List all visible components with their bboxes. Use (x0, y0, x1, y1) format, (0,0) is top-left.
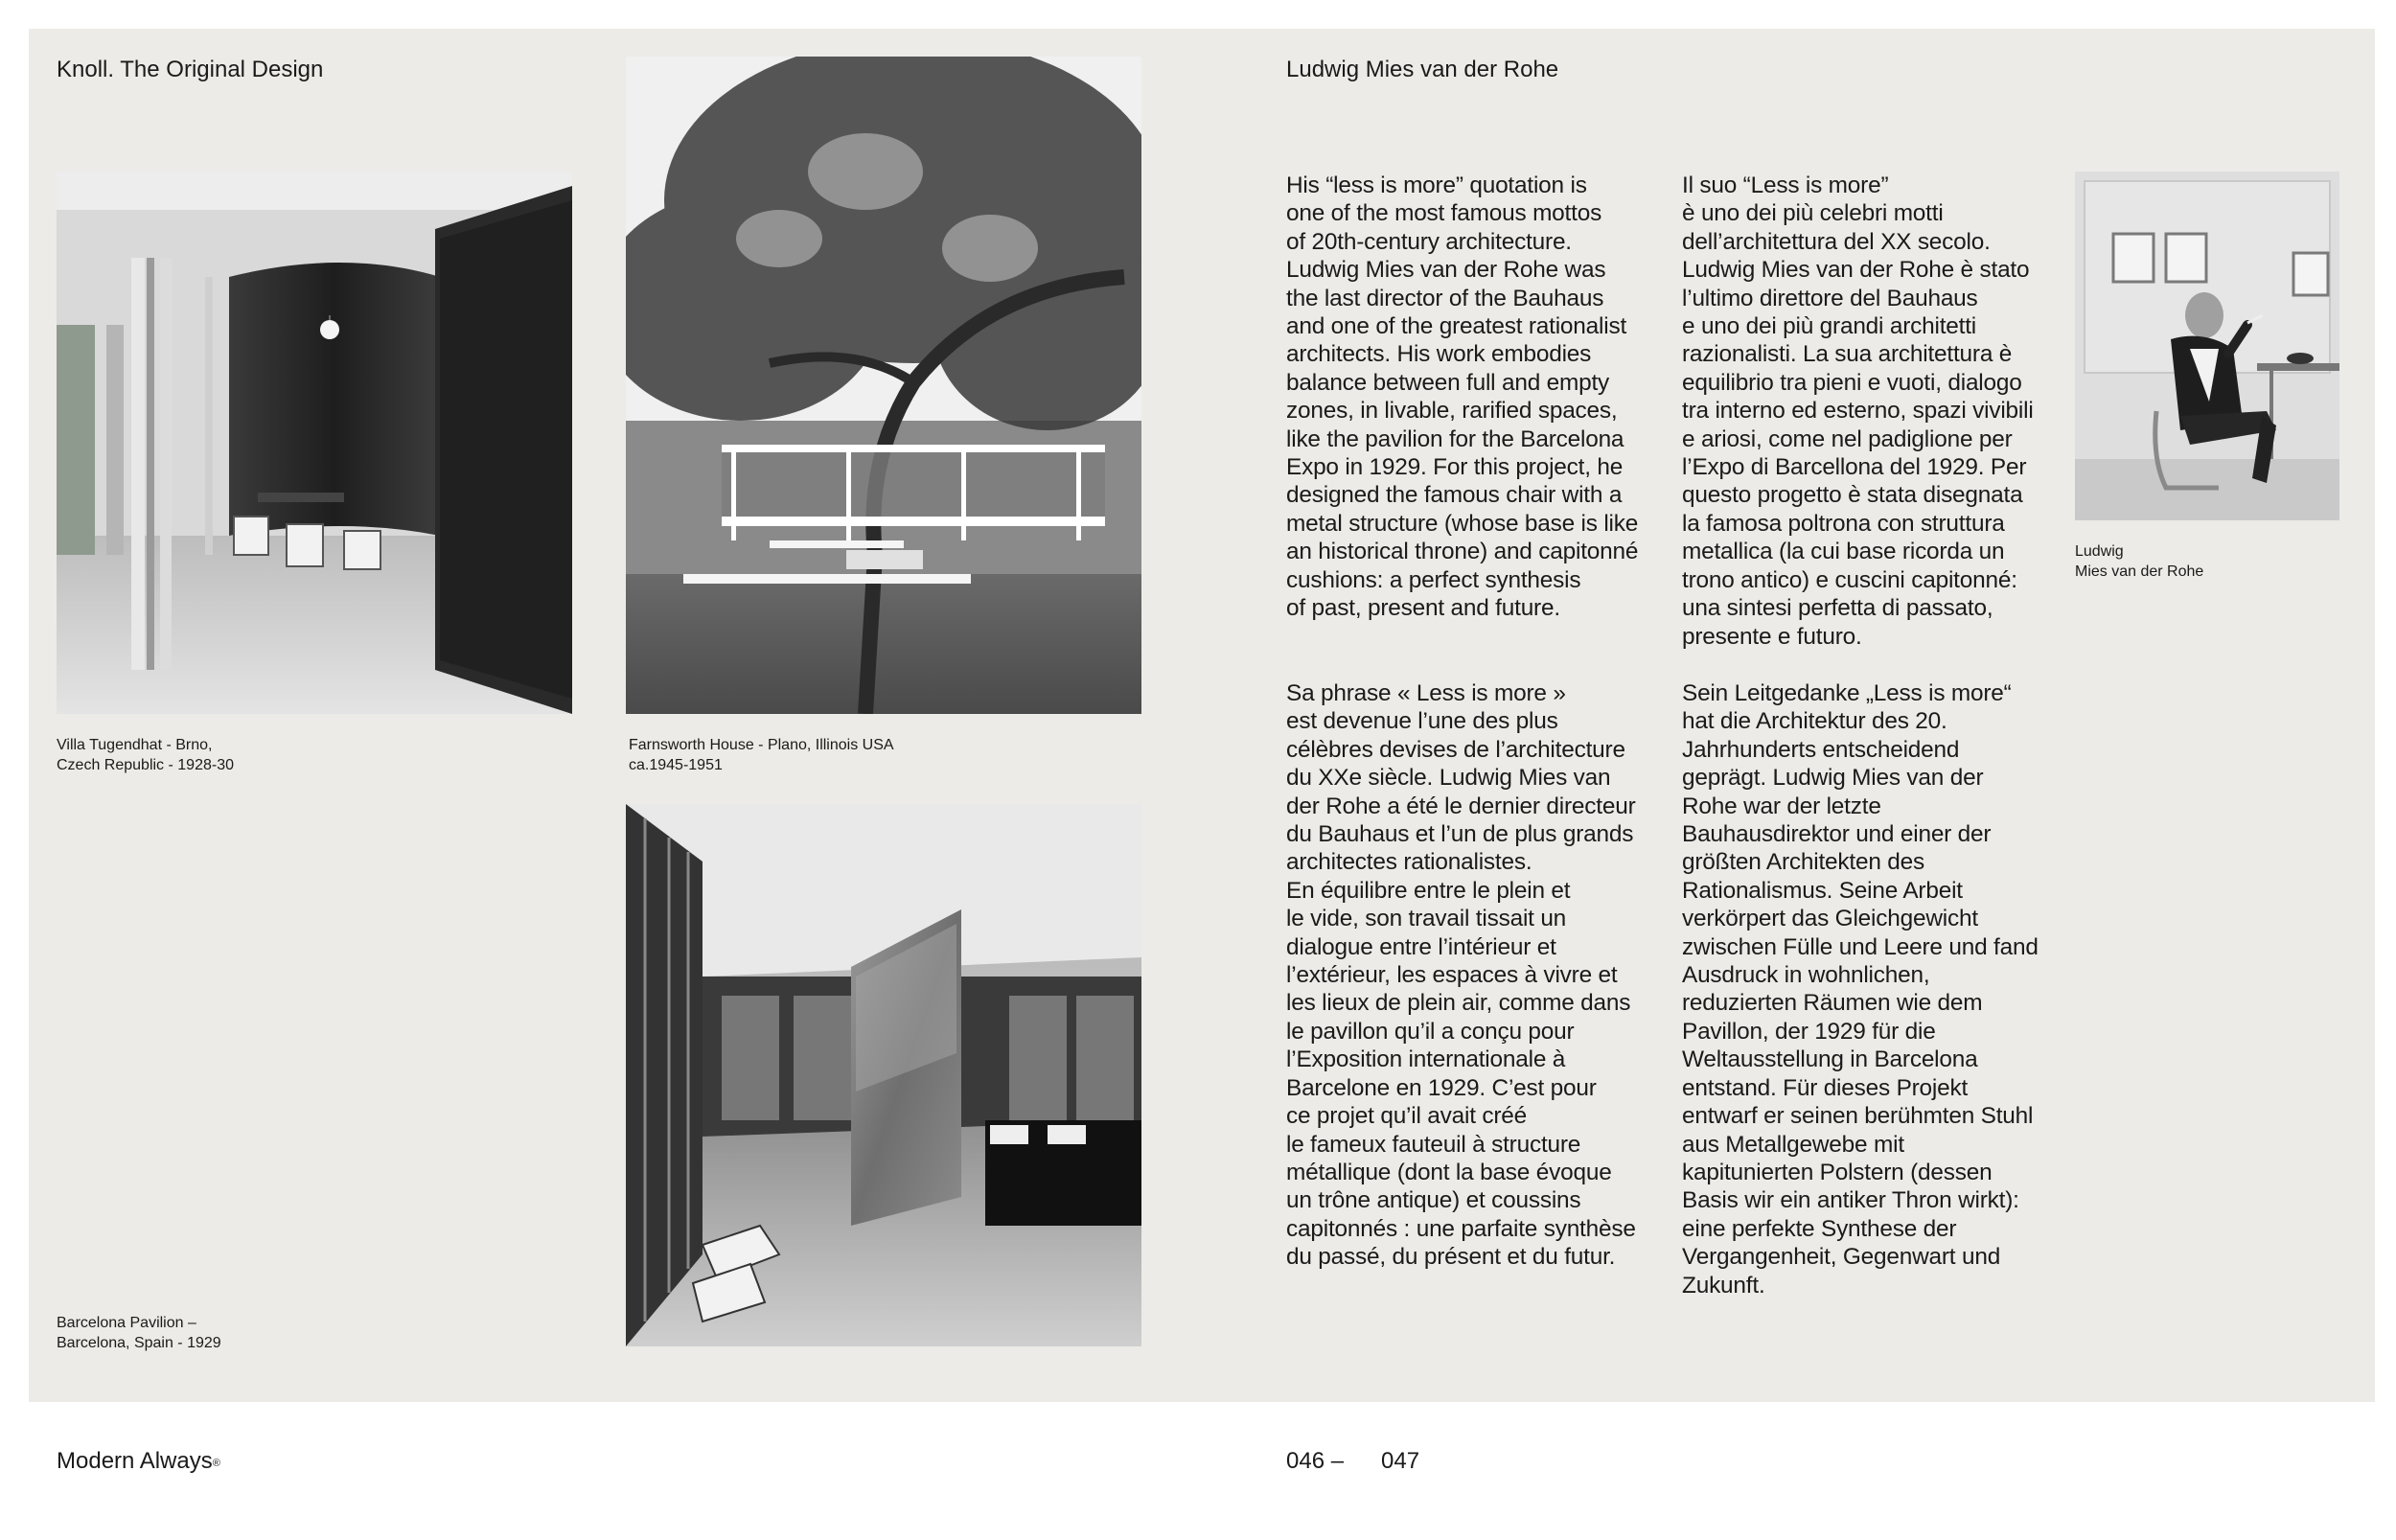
header-left-title: Knoll. The Original Design (57, 57, 324, 82)
header-right-title: Ludwig Mies van der Rohe (1286, 57, 1559, 82)
footer-brand (57, 1447, 220, 1476)
french-text: Sa phrase « Less is more » est devenue l’une des plus célèbres devises de l’architecture du XXe siècle. Ludwig Mies van der Rohe a été le dernier directeur du Bauhaus et l’un de plus grands architectes rationalistes. En équilibre entre le plein et le vide, son travail tissait un dialogue entre l’intérieur et l’extérieur, les espaces à vivre et les lieux de plein air, comme dans le pavillon qu’il a conçu pour l’Exposition internationale à Barcelone en 1929. C’est pour ce projet qu’il avait créé le fameux fauteuil à structure métallique (dont la base évoque un trône antique) et coussins capitonnés : une parfaite synthèse du passé, du présent et du futur. (1286, 680, 1636, 1271)
english-text: His “less is more” quotation is one of the most famous mottos of 20th-century architecture. Ludwig Mies van der Rohe was the last director of the Bauhaus and one of the greatest rationalist architects. His work embodies balance between full and empty zones, in livable, rarified spaces, like the pavilion for the Barcelona Expo in 1929. For this project, he designed the famous chair with a metal structure (whose base is like an historical throne) and capitonné cushions: a perfect synthesis of past, present and future. (1286, 172, 1639, 622)
farnsworth-house-caption: Farnsworth House - Plano, Illinois USA ca.1945-1951 (629, 737, 894, 773)
villa-tugendhat-caption: Villa Tugendhat - Brno, Czech Republic - 1928-30 (57, 737, 234, 773)
footer-brand-text: Modern Always (57, 1448, 213, 1474)
mies-portrait-caption: Ludwig Mies van der Rohe (2075, 543, 2204, 580)
italian-text: Il suo “Less is more” è uno dei più celebri motti dell’architettura del XX secolo. Ludwig Mies van der Rohe è stato l’ultimo direttore del Bauhaus e uno dei più grandi architetti razionalisti. La sua architettura è equilibrio tra pieni e vuoti, dialogo tra interno ed esterno, spazi vivibili e ariosi, come nel padiglione per l’Expo di Barcellona del 1929. Per questo progetto è stata disegnata la famosa poltrona con struttura metallica (la cui base ricorda un trono antico) e cuscini capitonné: una sintesi perfetta di passato, presente e futuro. (1682, 172, 2034, 650)
villa-tugendhat-photo (57, 172, 572, 714)
page-number-right: 047 (1381, 1448, 1420, 1474)
barcelona-pavilion-photo (626, 804, 1141, 1346)
farnsworth-house-photo (626, 57, 1141, 714)
german-text: Sein Leitgedanke „Less is more“ hat die Architektur des 20. Jahrhunderts entscheidend geprägt. Ludwig Mies van der Rohe war der letzte Bauhausdirektor und einer der größten Architekten des Rationalismus. Seine Arbeit verkörpert das Gleichgewicht zwischen Fülle und Leere und fand Ausdruck in wohnlichen, reduzierten Räumen wie dem Pavillon, der 1929 für die Weltausstellung in Barcelona entstand. Für dieses Projekt entwarf er seinen berühmten Stuhl aus Metallgewebe mit kapitunierten Polstern (dessen Basis wir ein antiker Thron wirkt): eine perfekte Synthese der Vergangenheit, Gegenwart und Zukunft. (1682, 680, 2039, 1299)
barcelona-pavilion-caption: Barcelona Pavilion – Barcelona, Spain - 1929 (57, 1315, 221, 1351)
page-spread (29, 29, 2375, 1402)
page-number-left: 046 – (1286, 1448, 1345, 1474)
trademark-symbol: ® (212, 1458, 220, 1469)
mies-portrait-photo (2075, 172, 2339, 520)
